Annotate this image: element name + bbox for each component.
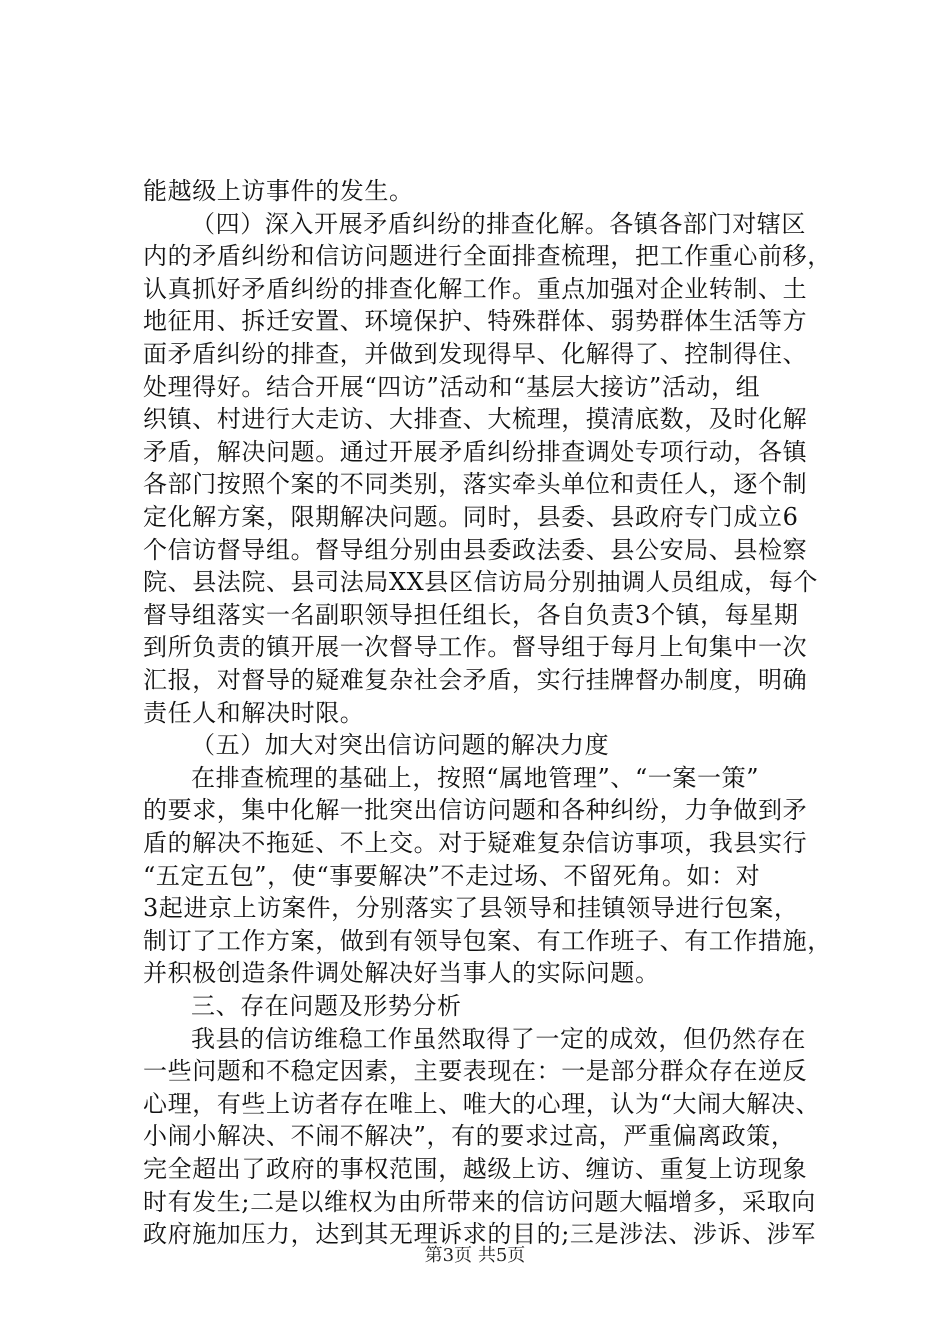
text-line: 制订了工作方案，做到有领导包案、有工作班子、有工作措施， xyxy=(143,926,832,955)
text-line: （四）深入开展矛盾纠纷的排查化解。各镇各部门对辖区 xyxy=(191,209,806,238)
text-line: 心理，有些上访者存在唯上、唯大的心理，认为“大闹大解决、 xyxy=(143,1089,821,1118)
text-line: 完全超出了政府的事权范围，越级上访、缠访、重复上访现象 xyxy=(143,1155,808,1183)
text-line: 责任人和解决时限。 xyxy=(143,698,365,727)
text-line: 督导组落实一名副职领导担任组长，各自负责3个镇，每星期 xyxy=(143,600,799,629)
text-line: 三、存在问题及形势分析 xyxy=(191,992,462,1020)
text-line: 各部门按照个案的不同类别，落实牵头单位和责任人，逐个制 xyxy=(143,470,808,499)
text-line: 能越级上访事件的发生。 xyxy=(143,177,414,205)
text-line: 地征用、拆迁安置、环境保护、特殊群体、弱势群体生活等方 xyxy=(143,307,808,336)
text-line: 政府施加压力，达到其无理诉求的目的;三是涉法、涉诉、涉军 xyxy=(143,1220,816,1249)
text-line: 汇报，对督导的疑难复杂社会矛盾，实行挂牌督办制度，明确 xyxy=(143,666,808,694)
text-line: 在排查梳理的基础上，按照“属地管理”、“一案一策” xyxy=(191,763,760,792)
text-line: 一些问题和不稳定因素，主要表现在：一是部分群众存在逆反 xyxy=(143,1057,808,1086)
text-line: 盾的解决不拖延、不上交。对于疑难复杂信访事项，我县实行 xyxy=(143,829,808,857)
page-footer: 第3页 共5页 xyxy=(424,1245,526,1266)
text-line: 我县的信访维稳工作虽然取得了一定的成效，但仍然存在 xyxy=(191,1024,806,1053)
text-line: 的要求，集中化解一批突出信访问题和各种纠纷，力争做到矛 xyxy=(143,796,808,825)
text-line: 面矛盾纠纷的排查，并做到发现得早、化解得了、控制得住、 xyxy=(143,340,808,368)
text-line: 3起进京上访案件，分别落实了县领导和挂镇领导进行包案， xyxy=(143,894,799,923)
text-line: 个信访督导组。督导组分别由县委政法委、县公安局、县检察 xyxy=(143,535,808,564)
text-line: 矛盾，解决问题。通过开展矛盾纠纷排查调处专项行动，各镇 xyxy=(143,437,808,466)
text-line: 处理得好。结合开展“四访”活动和“基层大接访”活动，组 xyxy=(143,372,761,401)
text-line: “五定五包”，使“事要解决”不走过场、不留死角。如：对 xyxy=(143,861,761,890)
text-line: 并积极创造条件调处解决好当事人的实际问题。 xyxy=(143,959,660,988)
text-line: 时有发生;二是以维权为由所带来的信访问题大幅增多，采取向 xyxy=(143,1187,816,1216)
text-line: 小闹小解决、不闹不解决”，有的要求过高，严重偏离政策， xyxy=(143,1122,796,1151)
text-line: 到所负责的镇开展一次督导工作。督导组于每月上旬集中一次 xyxy=(143,633,808,662)
text-line: 认真抓好矛盾纠纷的排查化解工作。重点加强对企业转制、土 xyxy=(143,274,808,303)
text-line: 内的矛盾纠纷和信访问题进行全面排查梳理，把工作重心前移， xyxy=(143,242,832,271)
text-line: 院、县法院、县司法局XX县区信访局分别抽调人员组成，每个 xyxy=(143,568,818,597)
text-line: 定化解方案，限期解决问题。同时，县委、县政府专门成立6 xyxy=(143,503,799,531)
text-line: （五）加大对突出信访问题的解决力度 xyxy=(191,731,610,760)
text-line: 织镇、村进行大走访、大排查、大梳理，摸清底数，及时化解 xyxy=(143,405,808,434)
